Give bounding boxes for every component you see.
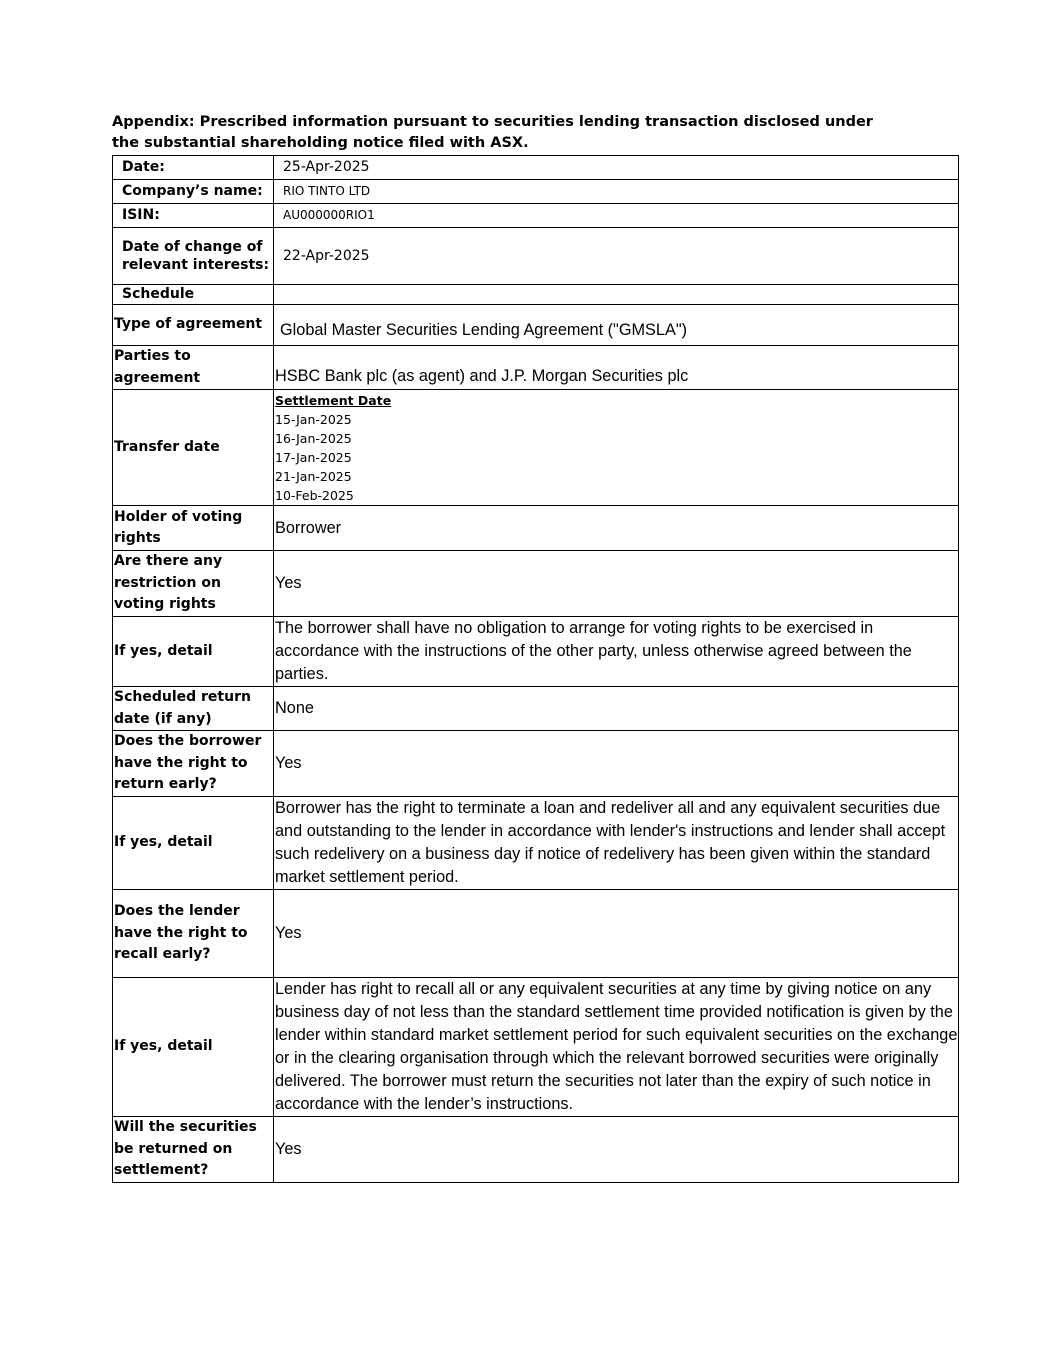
- recall-early-detail-value: Lender has right to recall all or any equivalent securities at any time by giving notice on any business day of not less than the standard settlement time provided notification is given by the lender within standard market settlement period for such equivalent securities on the exchange or in the clearing organisation through which the relevant borrowed securities were originally delivered. The borrower must return the securities not later than the expiry of such notice in accordance with the lender’s instructions.: [274, 978, 959, 1117]
- document-title: Appendix: Prescribed information pursuant to securities lending transaction disclosed under the substantial shareholding notice filed with ASX.: [112, 114, 873, 151]
- row-label: Date:: [113, 156, 274, 180]
- table-row-scheduled-return: [113, 687, 959, 731]
- row-label: Are there any restriction on voting rights: [113, 551, 274, 617]
- date-value: 25-Apr-2025: [274, 156, 959, 180]
- isin-value: AU000000RIO1: [274, 204, 959, 228]
- row-label: Will the securities be returned on settlement?: [113, 1117, 274, 1183]
- row-label: Parties to agreement: [113, 346, 274, 390]
- table-row-holder-voting: [113, 506, 959, 551]
- row-label: ISIN:: [113, 204, 274, 228]
- settlement-date-item: 21-Jan-2025: [275, 468, 352, 484]
- table-row-recall-early-detail: [113, 978, 959, 1117]
- restriction-detail-value: The borrower shall have no obligation to arrange for voting rights to be exercised in accordance with the instructions of the other party, unless otherwise agreed between the parties.: [274, 617, 959, 687]
- row-label: If yes, detail: [113, 617, 274, 687]
- row-label: If yes, detail: [113, 797, 274, 890]
- disclosure-table: [112, 155, 959, 1183]
- row-label: Does the lender have the right to recall early?: [113, 890, 274, 978]
- table-row-return-early: [113, 731, 959, 797]
- row-label: Type of agreement: [113, 305, 274, 346]
- row-label: Transfer date: [113, 390, 274, 506]
- scheduled-return-value: None: [274, 687, 959, 731]
- recall-early-value: Yes: [274, 890, 959, 978]
- row-label: Schedule: [113, 285, 274, 305]
- return-early-detail-value: Borrower has the right to terminate a loan and redeliver all and any equivalent securities due and outstanding to the lender in accordance with lender's instructions and lender shall accept such redelivery on a business day if notice of redelivery has been given within the standard market settlement period.: [274, 797, 959, 890]
- agreement-type-value: Global Master Securities Lending Agreement ("GMSLA"): [274, 305, 959, 346]
- table-row-schedule: [113, 285, 959, 305]
- settlement-date-item: 17-Jan-2025: [275, 449, 352, 465]
- settlement-date-list: [274, 390, 959, 506]
- row-label: Does the borrower have the right to return early?: [113, 731, 274, 797]
- holder-voting-value: Borrower: [274, 506, 959, 551]
- schedule-value: [274, 285, 959, 305]
- company-name-value: RIO TINTO LTD: [274, 180, 959, 204]
- table-row-restriction-detail: [113, 617, 959, 687]
- row-label: If yes, detail: [113, 978, 274, 1117]
- table-row-recall-early: [113, 890, 959, 978]
- settlement-date-item: 15-Jan-2025: [275, 411, 352, 427]
- row-label: Company’s name:: [113, 180, 274, 204]
- settlement-date-item: 16-Jan-2025: [275, 430, 352, 446]
- table-row-isin: [113, 204, 959, 228]
- table-row-restriction-voting: [113, 551, 959, 617]
- returned-on-settlement-value: Yes: [274, 1117, 959, 1183]
- table-row-change-date: [113, 228, 959, 285]
- table-row-date: [113, 156, 959, 180]
- row-label: Holder of voting rights: [113, 506, 274, 551]
- change-date-value: 22-Apr-2025: [274, 228, 959, 285]
- table-row-transfer-date: [113, 390, 959, 506]
- restriction-voting-value: Yes: [274, 551, 959, 617]
- row-label: Scheduled return date (if any): [113, 687, 274, 731]
- table-row-return-early-detail: [113, 797, 959, 890]
- settlement-date-heading: Settlement Date: [275, 392, 392, 408]
- table-row-company: [113, 180, 959, 204]
- table-row-type-of-agreement: [113, 305, 959, 346]
- return-early-value: Yes: [274, 731, 959, 797]
- table-row-parties: [113, 346, 959, 390]
- parties-value: HSBC Bank plc (as agent) and J.P. Morgan Securities plc: [274, 346, 959, 390]
- table-row-returned-on-settlement: [113, 1117, 959, 1183]
- row-label: Date of change of relevant interests:: [113, 228, 274, 285]
- settlement-date-item: 10-Feb-2025: [275, 487, 354, 503]
